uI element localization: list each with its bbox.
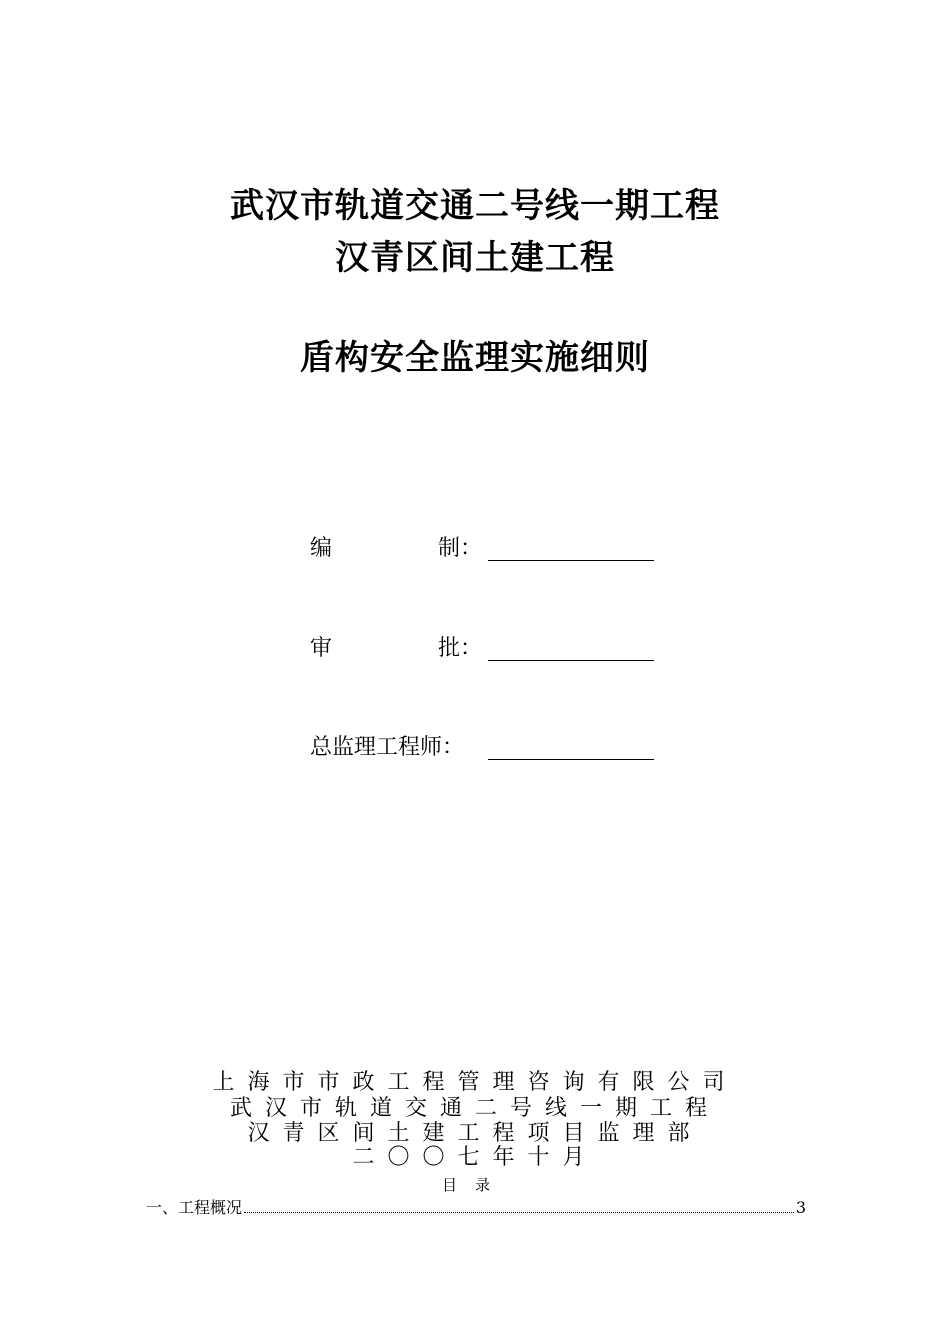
project-name: 武汉市轨道交通二号线一期工程: [229, 1096, 720, 1121]
company-name: 上海市市政工程管理咨询有限公司: [212, 1070, 738, 1095]
department-name: 汉青区间土建工程项目监理部: [247, 1121, 703, 1146]
approver-label-part1: 审: [310, 636, 333, 661]
chief-engineer-label: 总监理工程师：: [310, 735, 465, 760]
toc-heading: 目录: [441, 1176, 508, 1194]
toc-entry-label: 一、工程概况: [146, 1198, 243, 1217]
document-title: 盾构安全监理实施细则: [300, 338, 650, 378]
approver-signature-line: [488, 660, 654, 661]
compiler-label-part1: 编: [310, 536, 333, 561]
approver-label-part2: 批：: [438, 636, 483, 661]
compiler-label-part2: 制：: [438, 536, 483, 561]
toc-entry-page: 3: [795, 1198, 806, 1217]
section-title: 汉青区间土建工程: [335, 238, 615, 278]
toc-leader-dots: [244, 1212, 794, 1213]
document-date: 二〇〇七年十月: [352, 1145, 598, 1170]
project-title: 武汉市轨道交通二号线一期工程: [230, 186, 720, 226]
compiler-signature-line: [488, 560, 654, 561]
toc-entry[interactable]: [146, 1198, 806, 1218]
chief-engineer-signature-line: [488, 759, 654, 760]
